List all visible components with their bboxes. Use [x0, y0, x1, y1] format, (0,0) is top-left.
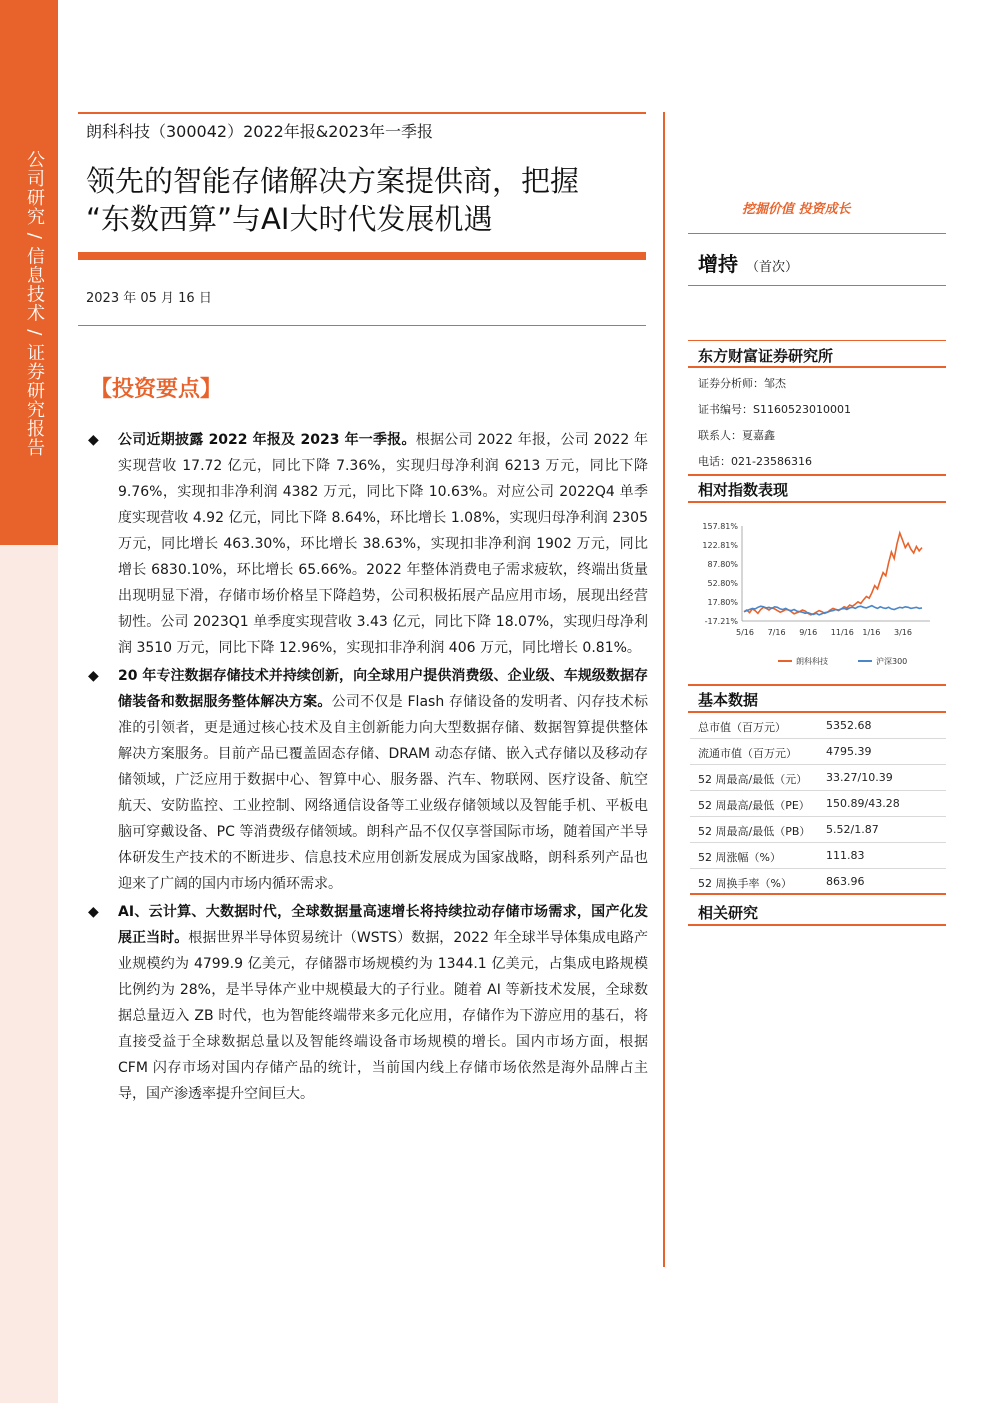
y-tick-label: 87.80% [707, 560, 738, 570]
basic-data-table [690, 713, 946, 895]
stat-value: 5352.68 [826, 719, 872, 732]
bullet-text: 根据世界半导体贸易统计（WSTS）数据，2022 年全球半导体集成电路产业规模约为 4799.9 亿美元，存储器市场规模约为 1344.1 亿美元，占集成电路规模比例约为 28%，是半导体产业中规模最大的子行业。随着 AI 等新技术发展，全球数据总量迈入 ZB 时代，也为智能终端带来多元化应用，存储作为下游应用的基石，将直接受益于全球数据总量以及智能终端设备市场规模的增长。国内市场方面，根据 CFM 闪存市场对国内存储产品的统计，当前国内线上存储市场依然是海外品牌占主导，国产渗透率提升空间巨大。 [118, 930, 648, 1102]
y-tick-label: 17.80% [707, 597, 738, 607]
main-title-line-1: 领先的智能存储解决方案提供商，把握 [86, 164, 580, 198]
main-title [86, 162, 651, 238]
right-rule [688, 684, 946, 686]
certificate-number: 证书编号：S1160523010001 [698, 403, 851, 416]
bullet-lead: 20 年专注数据存储技术并持续创新，向全球用户提供消费级、企业级、车规级数据存储装备和数据服务整体解决方案。 [118, 668, 648, 710]
report-header-title: 朗科科技（300042）2022年报&2023年一季报 [86, 122, 433, 141]
stat-label: 52 周最高/最低（PE） [698, 799, 810, 812]
x-tick-label: 11/16 [830, 628, 854, 637]
table-row [690, 869, 946, 895]
investment-points [88, 427, 648, 1107]
stat-value: 863.96 [826, 875, 865, 888]
rating-note: （首次） [746, 260, 799, 275]
table-row [690, 843, 946, 869]
contact-person: 联系人：夏嘉鑫 [698, 429, 775, 442]
chart-heading: 相对指数表现 [698, 481, 789, 499]
bullet-text: 根据公司 2022 年报，公司 2022 年实现营收 17.72 亿元，同比下降 7.36%，实现归母净利润 6213 万元，同比下降 9.76%，实现扣非净利润 4382 万元，同比下降 10.63%。对应公司 2022Q4 单季度实现营收 4.92 亿元，同比下降 8.64%，环比增长 1.08%，实现归母净利润 2305 万元，同比增长 463.30%，环比增长 38.63%，实现扣非净利润 1902 万元，同比增长 6830.10%，环比增长 65.66%。2022 年整体消费电子需求疲软，终端出货量出现明显下滑，存储市场价格呈下降趋势，公司积极拓展产品应用市场，展现出经营韧性。公司 2023Q1 单季度实现营收 3.43 亿元，同比下降 18.07%，实现归母净利润 3510 万元，同比下降 12.96%，实现扣非净利润 406 万元，同比增长 0.81%。 [118, 432, 648, 656]
legend-label: 朗科科技 [796, 657, 828, 666]
column-divider [663, 112, 665, 1267]
table-row [690, 765, 946, 791]
section-heading: 【投资要点】 [90, 377, 223, 402]
basic-data-heading: 基本数据 [698, 691, 759, 709]
stat-label: 52 周换手率（%） [698, 877, 792, 890]
x-tick-label: 9/16 [799, 628, 818, 637]
table-row [690, 791, 946, 817]
bullet-item [88, 899, 648, 1107]
diamond-bullet-icon: ◆ [88, 668, 99, 684]
title-rule [78, 252, 646, 260]
x-tick-label: 5/16 [736, 628, 754, 637]
bullet-item [88, 663, 648, 897]
related-research-heading: 相关研究 [698, 904, 759, 922]
legend-label: 沪深300 [876, 657, 908, 666]
y-tick-label: -17.21% [704, 617, 738, 626]
right-rule [688, 233, 946, 234]
table-row [690, 713, 946, 739]
right-rule [688, 285, 946, 286]
stat-value: 5.52/1.87 [826, 823, 879, 836]
report-date: 2023 年 05 月 16 日 [86, 291, 212, 306]
rating-value: 增持 [698, 252, 738, 276]
right-rule [688, 924, 946, 926]
header-rule [78, 112, 646, 114]
x-tick-label: 3/16 [894, 628, 912, 637]
right-rule [688, 366, 946, 368]
table-row [690, 739, 946, 765]
stat-label: 52 周涨幅（%） [698, 851, 781, 864]
x-tick-label: 1/16 [862, 628, 881, 637]
y-tick-label: 52.80% [707, 578, 738, 588]
stat-value: 150.89/43.28 [826, 797, 900, 810]
y-tick-label: 157.81% [702, 522, 738, 531]
x-tick-label: 7/16 [767, 628, 786, 637]
relative-performance-chart [690, 516, 940, 676]
research-institute: 东方财富证券研究所 [698, 347, 834, 365]
chart-svg [690, 516, 940, 676]
series-line-1 [744, 606, 922, 615]
right-rule [688, 474, 946, 476]
bullet-lead: 公司近期披露 2022 年报及 2023 年一季报。 [118, 432, 416, 448]
series-line-0 [744, 533, 922, 615]
stat-label: 52 周最高/最低（元） [698, 773, 808, 786]
stat-value: 33.27/10.39 [826, 771, 893, 784]
stat-label: 总市值（百万元） [698, 721, 786, 734]
stat-value: 4795.39 [826, 745, 872, 758]
date-rule [78, 325, 646, 326]
diamond-bullet-icon: ◆ [88, 432, 99, 448]
main-title-line-2: “东数西算”与AI大时代发展机遇 [86, 202, 493, 236]
stat-value: 111.83 [826, 849, 865, 862]
analyst: 证券分析师：邹杰 [698, 377, 786, 390]
slogan: 挖掘价值 投资成长 [742, 202, 851, 217]
side-bar-text: 公司研究 / 信息技术 / 证券研究报告 [24, 150, 45, 458]
bullet-text: 公司不仅是 Flash 存储设备的发明者、闪存技术标准的引领者，更是通过核心技术及自主创新能力向大型数据存储、数据智算提供整体解决方案服务。目前产品已覆盖固态存储、DRAM 动态存储、嵌入式存储以及移动存储领域，广泛应用于数据中心、智算中心、服务器、汽车、物联网、医疗设备、航空航天、安防监控、工业控制、网络通信设备等工业级存储领域以及智能手机、平板电脑可穿戴设备、PC 等消费级存储领域。朗科产品不仅仅享誉国际市场，随着国产半导体研发生产技术的不断进步、信息技术应用创新发展成为国家战略，朗科系列产品也迎来了广阔的国内市场内循环需求。 [118, 694, 649, 892]
right-rule [688, 340, 946, 341]
diamond-bullet-icon: ◆ [88, 904, 99, 920]
phone: 电话：021-23586316 [698, 455, 812, 468]
rating [698, 248, 798, 277]
y-tick-label: 122.81% [702, 540, 738, 550]
stat-label: 52 周最高/最低（PB） [698, 825, 811, 838]
table-row [690, 817, 946, 843]
bullet-item [88, 427, 648, 661]
bullet-lead: AI、云计算、大数据时代，全球数据量高速增长将持续拉动存储市场需求，国产化发展正当时。 [118, 904, 648, 946]
side-bar-accent [0, 0, 58, 545]
stat-label: 流通市值（百万元） [698, 747, 797, 760]
right-rule [688, 501, 946, 503]
